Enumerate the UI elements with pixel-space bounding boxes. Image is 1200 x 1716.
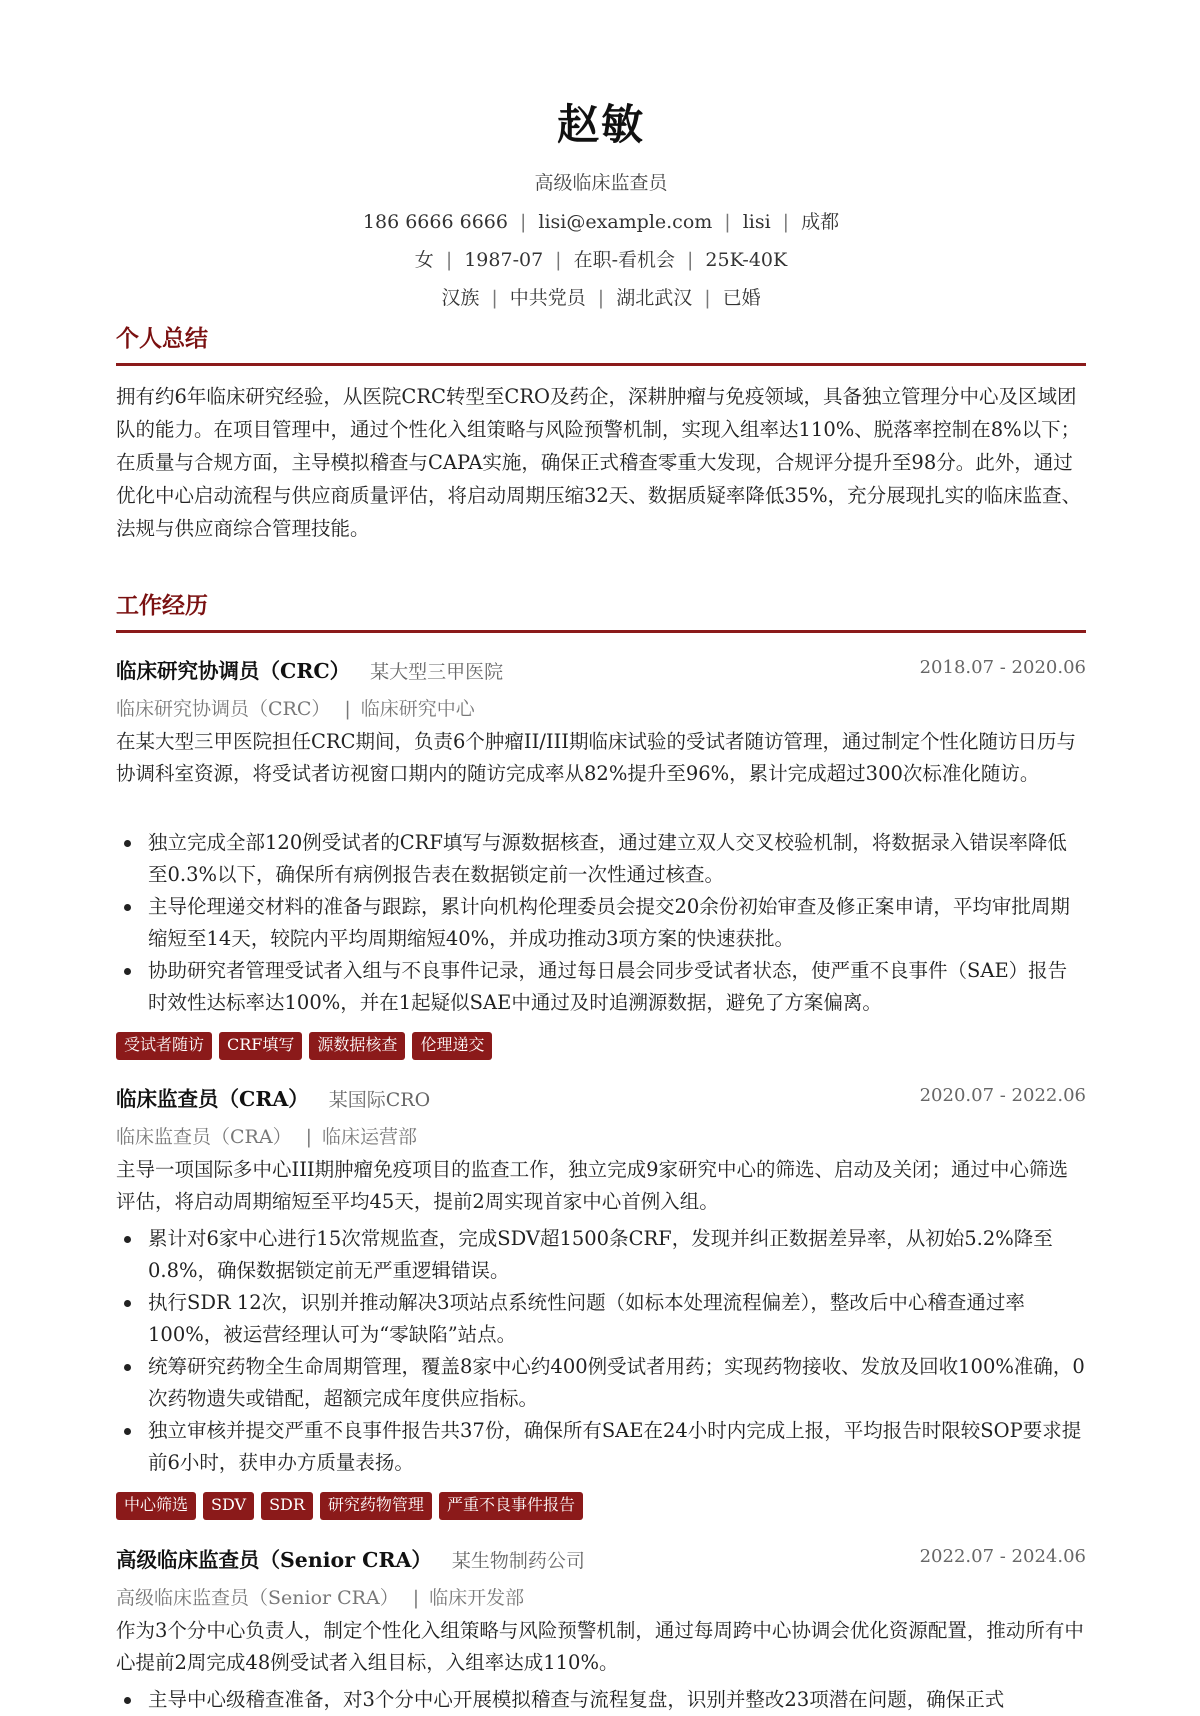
separator: |	[412, 1587, 420, 1609]
job-company: 某国际CRO	[328, 1089, 431, 1111]
wechat: lisi	[742, 211, 771, 233]
skill-tag: SDR	[261, 1492, 313, 1520]
skill-tag: 研究药物管理	[320, 1492, 432, 1520]
job-department: 临床开发部	[429, 1587, 525, 1609]
job-status: 在职-看机会	[573, 249, 675, 271]
job-date: 2020.07 - 2022.06	[919, 1085, 1086, 1106]
separator: |	[445, 249, 453, 271]
job-achievements	[116, 1684, 1086, 1716]
job-header	[116, 1543, 1086, 1571]
job-role-line	[116, 1122, 417, 1149]
skill-tags	[116, 1032, 492, 1060]
achievement-item: 执行SDR 12次，识别并推动解决3项站点系统性问题（如标本处理流程偏差），整改后中心稽查通过率100%，被运营经理认可为“零缺陷”站点。	[116, 1287, 1086, 1351]
separator: |	[344, 698, 351, 720]
gender: 女	[414, 249, 434, 271]
job-title: 高级临床监查员（Senior CRA）	[116, 1548, 432, 1572]
job-department: 临床运营部	[321, 1126, 417, 1148]
separator: |	[724, 211, 731, 233]
achievement-item: 统筹研究药物全生命周期管理，覆盖8家中心约400例受试者用药；实现药物接收、发放及回收100%准确，0次药物遗失或错配，超额完成年度供应指标。	[116, 1351, 1086, 1415]
achievement-item: 主导伦理递交材料的准备与跟踪，累计向机构伦理委员会提交20余份初始审查及修正案申请，平均审批周期缩短至14天，较院内平均周期缩短40%，并成功推动3项方案的快速获批。	[116, 891, 1086, 955]
achievement-item: 主导中心级稽查准备，对3个分中心开展模拟稽查与流程复盘，识别并整改23项潜在问题，确保正式	[116, 1684, 1086, 1716]
job-company: 某生物制药公司	[451, 1550, 585, 1572]
job-achievements	[116, 827, 1086, 1019]
candidate-title: 高级临床监查员	[534, 172, 668, 194]
job-role-line	[116, 1583, 524, 1610]
separator: |	[782, 211, 790, 233]
political-status: 中共党员	[509, 287, 586, 309]
job-department: 临床研究中心	[360, 698, 475, 720]
job-date: 2018.07 - 2020.06	[919, 657, 1086, 678]
summary-heading: 个人总结	[116, 320, 1086, 366]
skill-tag: 源数据核查	[309, 1032, 405, 1060]
skill-tag: SDV	[203, 1492, 254, 1520]
skill-tag: 受试者随访	[116, 1032, 212, 1060]
job-description: 在某大型三甲医院担任CRC期间，负责6个肿瘤II/III期临床试验的受试者随访管理，通过制定个性化随访日历与协调科室资源，将受试者访视窗口期内的随访完成率从82%提升至96%，累计完成超过300次标准化随访。	[116, 730, 1077, 785]
skill-tag: 严重不良事件报告	[439, 1492, 583, 1520]
job-role-line	[116, 694, 475, 721]
birth-date: 1987-07	[464, 249, 544, 271]
job-header	[116, 1082, 1086, 1110]
job-role: 临床研究协调员（CRC）	[116, 698, 331, 720]
skill-tag: 伦理递交	[412, 1032, 492, 1060]
hometown: 湖北武汉	[616, 287, 693, 309]
basic-info-line	[116, 245, 1086, 272]
separator: |	[687, 249, 694, 271]
separator: |	[305, 1126, 312, 1148]
achievement-item: 累计对6家中心进行15次常规监查，完成SDV超1500条CRF，发现并纠正数据差异率，从初始5.2%降至0.8%，确保数据锁定前无严重逻辑错误。	[116, 1223, 1086, 1287]
job-description: 作为3个分中心负责人，制定个性化入组策略与风险预警机制，通过每周跨中心协调会优化资源配置，推动所有中心提前2周完成48例受试者入组目标，入组率达成110%。	[116, 1619, 1084, 1674]
job-achievements	[116, 1223, 1086, 1479]
job-date: 2022.07 - 2024.06	[919, 1546, 1086, 1567]
summary-text: 拥有约6年临床研究经验，从医院CRC转型至CRO及药企，深耕肿瘤与免疫领域，具备独立管理分中心及区域团队的能力。在项目管理中，通过个性化入组策略与风险预警机制，实现入组率达110%、脱落率控制在8%以下；在质量与合规方面，主导模拟稽查与CAPA实施，确保正式稽查零重大发现，合规评分提升至98分。此外，通过优化中心启动流程与供应商质量评估，将启动周期压缩32天、数据质疑率降低35%，充分展现扎实的临床监查、法规与供应商综合管理技能。	[116, 385, 1082, 540]
candidate-name: 赵敏	[556, 100, 645, 149]
marital-status: 已婚	[722, 287, 761, 309]
separator: |	[519, 211, 527, 233]
city: 成都	[801, 211, 840, 233]
job-role: 临床监查员（CRA）	[116, 1126, 292, 1148]
skill-tags	[116, 1492, 583, 1520]
separator: |	[704, 287, 711, 309]
contact-line	[116, 207, 1086, 234]
experience-heading: 工作经历	[116, 587, 1086, 633]
achievement-item: 协助研究者管理受试者入组与不良事件记录，通过每日晨会同步受试者状态，使严重不良事件（SAE）报告时效性达标率达100%，并在1起疑似SAE中通过及时追溯源数据，避免了方案偏离。	[116, 955, 1086, 1019]
achievement-item: 独立审核并提交严重不良事件报告共37份，确保所有SAE在24小时内完成上报，平均报告时限较SOP要求提前6小时，获申办方质量表扬。	[116, 1415, 1086, 1479]
job-role: 高级临床监查员（Senior CRA）	[116, 1587, 399, 1609]
achievement-item: 独立完成全部120例受试者的CRF填写与源数据核查，通过建立双人交叉校验机制，将数据录入错误率降低至0.3%以下，确保所有病例报告表在数据锁定前一次性通过核查。	[116, 827, 1086, 891]
email[interactable]: lisi@example.com	[538, 211, 713, 233]
expected-salary: 25K-40K	[705, 249, 788, 271]
separator: |	[491, 287, 498, 309]
job-header	[116, 654, 1086, 682]
skill-tag: 中心筛选	[116, 1492, 196, 1520]
ethnicity: 汉族	[441, 287, 480, 309]
job-title: 临床监查员（CRA）	[116, 1087, 309, 1111]
phone: 186 6666 6666	[362, 211, 508, 233]
job-description: 主导一项国际多中心III期肿瘤免疫项目的监查工作，独立完成9家研究中心的筛选、启动及关闭；通过中心筛选评估，将启动周期缩短至平均45天，提前2周实现首家中心首例入组。	[116, 1158, 1069, 1213]
job-title: 临床研究协调员（CRC）	[116, 659, 351, 683]
job-company: 某大型三甲医院	[370, 661, 504, 683]
separator: |	[555, 249, 562, 271]
extra-info-line	[116, 283, 1086, 310]
skill-tag: CRF填写	[219, 1032, 302, 1060]
separator: |	[597, 287, 605, 309]
